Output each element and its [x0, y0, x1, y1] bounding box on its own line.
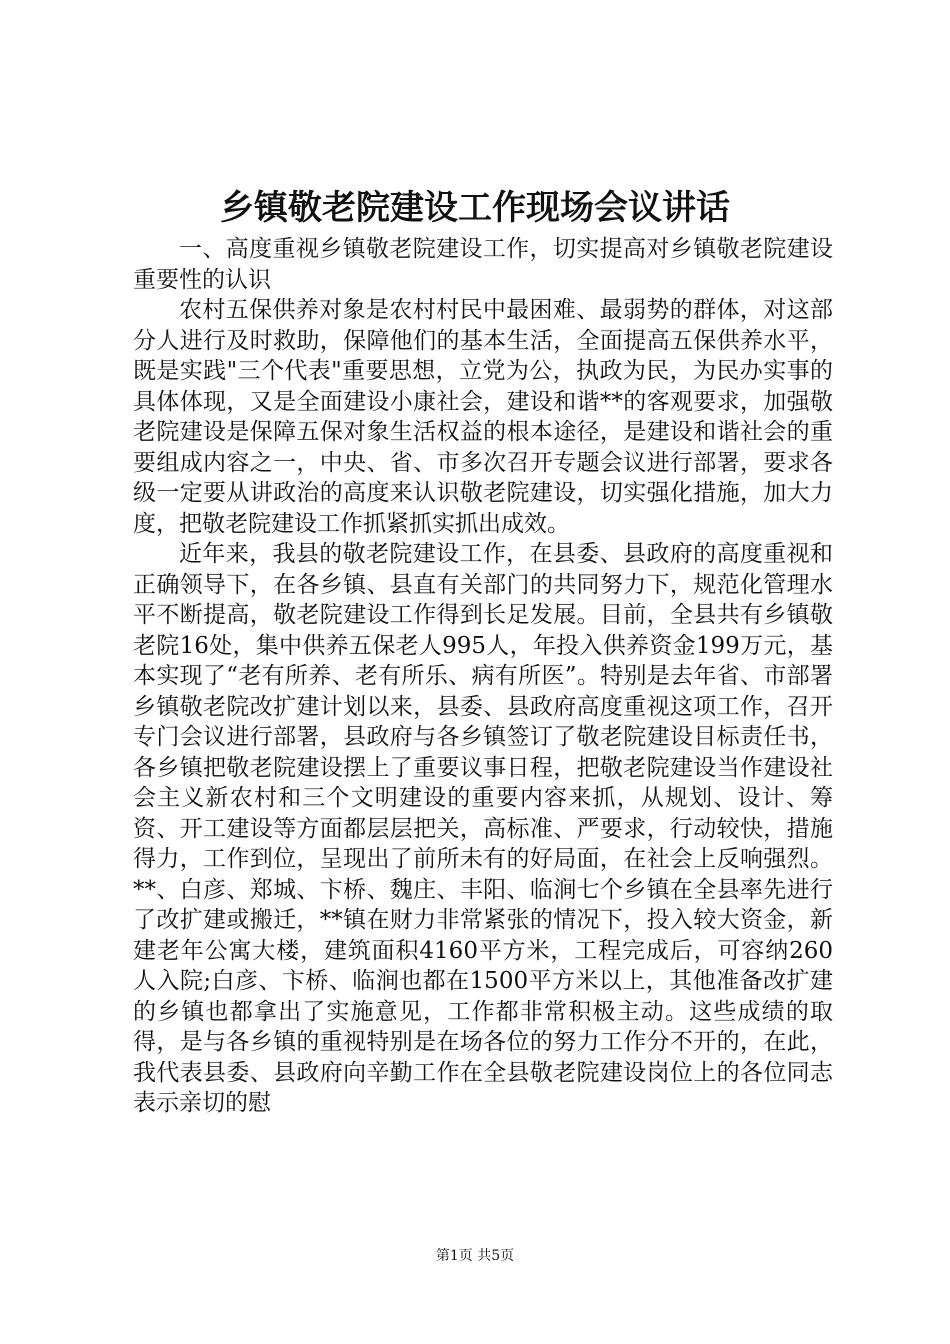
document-body [133, 234, 833, 1119]
document-title: 乡镇敬老院建设工作现场会议讲话 [220, 188, 730, 228]
body-paragraph: 近年来，我县的敬老院建设工作，在县委、县政府的高度重视和正确领导下，在各乡镇、县直有关部门的共同努力下，规范化管理水平不断提高，敬老院建设工作得到长足发展。目前，全县共有乡镇敬老院16处，集中供养五保老人995人，年投入供养资金199万元，基本实现了“老有所养、老有所乐、病有所医”。特别是去年省、市部署乡镇敬老院改扩建计划以来，县委、县政府高度重视这项工作，召开专门会议进行部署，县政府与各乡镇签订了敬老院建设目标责任书，各乡镇把敬老院建设摆上了重要议事日程，把敬老院建设当作建设社会主义新农村和三个文明建设的重要内容来抓，从规划、设计、筹资、开工建设等方面都层层把关，高标准、严要求，行动较快，措施得力，工作到位，呈现出了前所未有的好局面，在社会上反响强烈。**、白彦、郑城、卞桥、魏庄、丰阳、临涧七个乡镇在全县率先进行了改扩建或搬迁，**镇在财力非常紧张的情况下，投入较大资金，新建老年公寓大楼，建筑面积4160平方米，工程完成后，可容纳260人入院;白彦、卞桥、临涧也都在1500平方米以上，其他准备改扩建的乡镇也都拿出了实施意见，工作都非常积极主动。这些成绩的取得，是与各乡镇的重视特别是在场各位的努力工作分不开的，在此，我代表县委、县政府向辛勤工作在全县敬老院建设岗位上的各位同志表示亲切的慰 [133, 541, 833, 1116]
page-number-footer: 第1页 共5页 [435, 1248, 515, 1264]
section-heading: 一、高度重视乡镇敬老院建设工作，切实提高对乡镇敬老院建设重要性的认识 [133, 236, 833, 293]
body-paragraph: 农村五保供养对象是农村村民中最困难、最弱势的群体，对这部分人进行及时救助，保障他们的基本生活，全面提高五保供养水平，既是实践"三个代表"重要思想，立党为公，执政为民，为民办实事的具体体现，又是全面建设小康社会，建设和谐**的客观要求，加强敬老院建设是保障五保对象生活权益的根本途径，是建设和谐社会的重要组成内容之一，中央、省、市多次召开专题会议进行部署，要求各级一定要从讲政治的高度来认识敬老院建设，切实强化措施，加大力度，把敬老院建设工作抓紧抓实抓出成效。 [133, 297, 833, 537]
